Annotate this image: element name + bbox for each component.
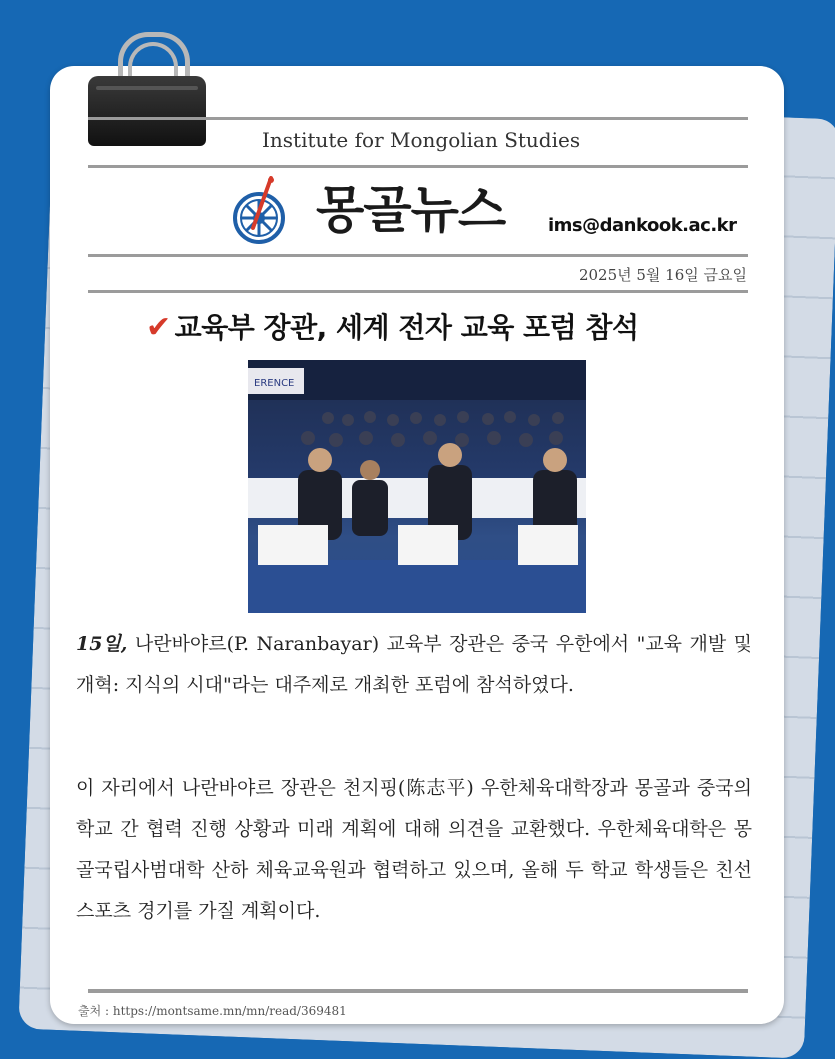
check-mark-icon: ✔ [146, 310, 171, 345]
paragraph-lead-date: 15일, [76, 633, 128, 655]
article-headline [146, 306, 639, 346]
dharma-wheel-logo-icon [231, 176, 287, 246]
issue-date: 2025년 5월 16일 금요일 [578, 266, 747, 284]
source-link[interactable]: 출처 : https://montsame.mn/mn/read/369481 [78, 1004, 347, 1018]
paragraph-1-text: 나란바야르(P. Naranbayar) 교육부 장관은 중국 우한에서 "교육 개발 및 개혁: 지식의 시대"라는 대주제로 개최한 포럼에 참석하였다. [76, 633, 752, 696]
conference-scene [248, 360, 586, 613]
paragraph-2-text: 이 자리에서 나란바야르 장관은 천지핑(陈志平) 우한체육대학장과 몽골과 중국의 학교 간 협력 진행 상황과 미래 계획에 대해 의견을 교환했다. 우한체육대학은 몽골국립사범대학 산하 체육교육원과 협력하고 있으며, 올해 두 학교 학생들은 친선 스포츠 경기를 가질 계획이다. [76, 777, 752, 922]
headline-text: 교육부 장관, 세계 전자 교육 포럼 참석 [174, 311, 639, 344]
masthead-rule [88, 254, 748, 257]
institute-name: Institute for Mongolian Studies [262, 128, 581, 152]
banner-text: ERENCE [254, 378, 295, 389]
contact-email[interactable]: ims@dankook.ac.kr [548, 215, 737, 236]
masthead-title: 몽골뉴스 [316, 181, 506, 239]
top-rule [88, 117, 748, 120]
institute-rule [88, 165, 748, 168]
article-paragraph-2 [76, 768, 752, 932]
article-paragraph-1 [76, 624, 752, 706]
footer-rule [88, 989, 748, 993]
binder-clip-icon [88, 76, 206, 146]
article-photo [248, 360, 586, 613]
date-rule [88, 290, 748, 293]
